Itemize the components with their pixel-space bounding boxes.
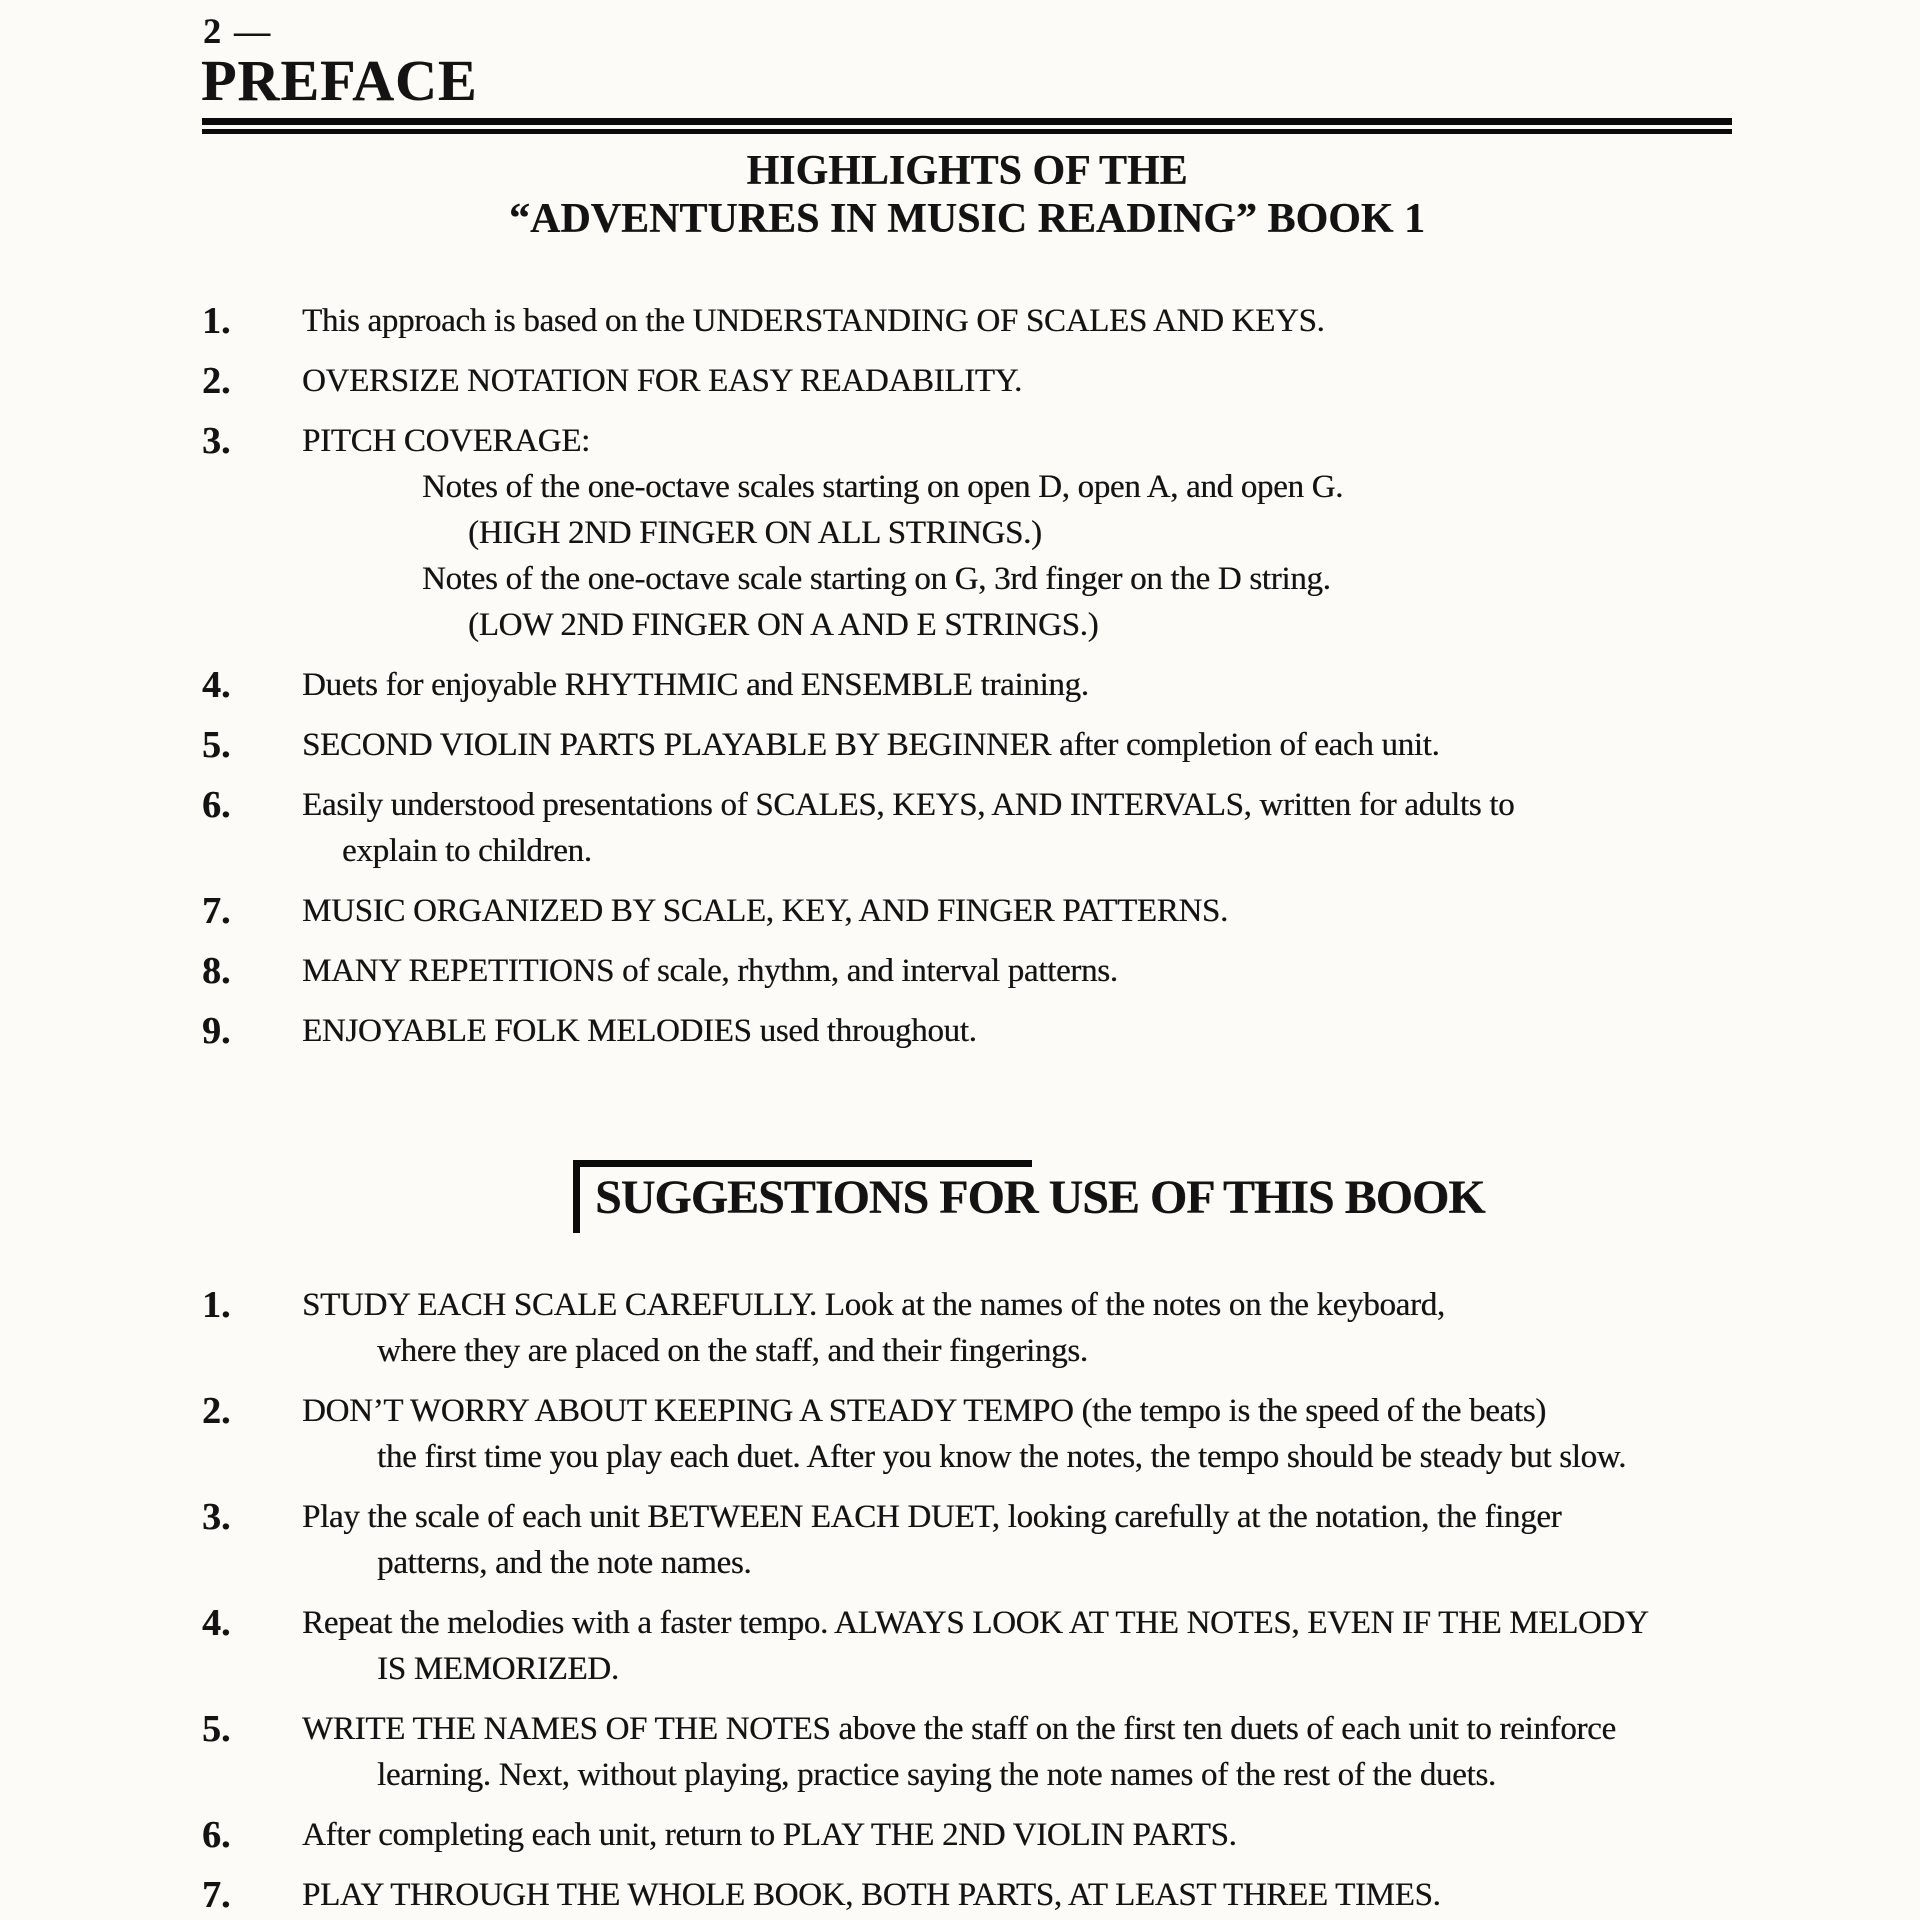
suggestions-box-left-rule [573, 1160, 580, 1233]
item-number: 9. [202, 1010, 231, 1052]
list-item [202, 948, 1762, 994]
item-line: patterns, and the note names. [377, 1545, 752, 1581]
item-number: 7. [202, 1874, 231, 1916]
list-item [202, 418, 1762, 648]
list-item [202, 1494, 1762, 1586]
item-line: After completing each unit, return to PLAY THE 2ND VIOLIN PARTS. [302, 1817, 1237, 1853]
item-text [302, 358, 1762, 404]
item-text [302, 722, 1762, 768]
item-text [302, 782, 1762, 874]
list-item [202, 782, 1762, 874]
suggestions-box-top-rule [573, 1160, 1032, 1167]
item-line: MUSIC ORGANIZED BY SCALE, KEY, AND FINGER PATTERNS. [302, 893, 1228, 929]
list-item [202, 1706, 1762, 1798]
item-line: where they are placed on the staff, and their fingerings. [377, 1333, 1088, 1369]
item-number: 1. [202, 1284, 231, 1326]
list-item [202, 1008, 1762, 1054]
item-text [302, 1282, 1762, 1374]
item-line: PLAY THROUGH THE WHOLE BOOK, BOTH PARTS, AT LEAST THREE TIMES. [302, 1877, 1441, 1913]
list-item [202, 662, 1762, 708]
item-line: OVERSIZE NOTATION FOR EASY READABILITY. [302, 363, 1022, 399]
list-item [202, 1282, 1762, 1374]
item-line: Notes of the one-octave scales starting on open D, open A, and open G. [422, 469, 1344, 505]
item-line: MANY REPETITIONS of scale, rhythm, and interval patterns. [302, 953, 1118, 989]
item-line: DON’T WORRY ABOUT KEEPING A STEADY TEMPO (the tempo is the speed of the beats) [302, 1393, 1546, 1429]
item-number: 2. [202, 1390, 231, 1432]
list-item [202, 298, 1762, 344]
item-number: 4. [202, 664, 231, 706]
item-line: (HIGH 2ND FINGER ON ALL STRINGS.) [468, 515, 1042, 551]
item-line: WRITE THE NAMES OF THE NOTES above the staff on the first ten duets of each unit to reinforce [302, 1711, 1616, 1747]
page-title: PREFACE [201, 48, 478, 113]
item-text [302, 1008, 1762, 1054]
item-text [302, 948, 1762, 994]
list-item [202, 722, 1762, 768]
item-line: Easily understood presentations of SCALES, KEYS, AND INTERVALS, written for adults to [302, 787, 1515, 823]
item-text [302, 1812, 1762, 1858]
list-item [202, 1872, 1762, 1918]
item-line: learning. Next, without playing, practice saying the note names of the rest of the duets. [377, 1757, 1496, 1793]
item-number: 1. [202, 300, 231, 342]
highlights-list [202, 298, 1762, 1068]
highlights-heading-line2: “ADVENTURES IN MUSIC READING” BOOK 1 [509, 196, 1425, 242]
item-line: SECOND VIOLIN PARTS PLAYABLE BY BEGINNER after completion of each unit. [302, 727, 1440, 763]
item-text [302, 418, 1762, 648]
item-text [302, 1494, 1762, 1586]
item-number: 6. [202, 784, 231, 826]
item-number: 7. [202, 890, 231, 932]
item-number: 5. [202, 724, 231, 766]
item-text [302, 298, 1762, 344]
list-item [202, 1812, 1762, 1858]
item-text [302, 1600, 1762, 1692]
suggestions-list [202, 1282, 1762, 1920]
item-line: Repeat the melodies with a faster tempo. ALWAYS LOOK AT THE NOTES, EVEN IF THE MELODY [302, 1605, 1649, 1641]
item-text [302, 1872, 1762, 1918]
title-divider-rule [202, 118, 1732, 134]
item-line: Notes of the one-octave scale starting on G, 3rd finger on the D string. [422, 561, 1331, 597]
item-text [302, 1388, 1762, 1480]
item-number: 4. [202, 1602, 231, 1644]
page-number: 2 — [203, 11, 272, 51]
list-item [202, 1388, 1762, 1480]
list-item [202, 1600, 1762, 1692]
item-line: STUDY EACH SCALE CAREFULLY. Look at the names of the notes on the keyboard, [302, 1287, 1445, 1323]
item-line: Play the scale of each unit BETWEEN EACH DUET, looking carefully at the notation, the finger [302, 1499, 1562, 1535]
item-number: 8. [202, 950, 231, 992]
item-line: This approach is based on the UNDERSTANDING OF SCALES AND KEYS. [302, 303, 1325, 339]
highlights-heading [202, 147, 1732, 243]
item-line: PITCH COVERAGE: [302, 423, 590, 459]
item-text [302, 888, 1762, 934]
item-number: 2. [202, 360, 231, 402]
item-text [302, 662, 1762, 708]
item-number: 6. [202, 1814, 231, 1856]
item-number: 3. [202, 1496, 231, 1538]
list-item [202, 888, 1762, 934]
item-line: IS MEMORIZED. [377, 1651, 619, 1687]
highlights-heading-line1: HIGHLIGHTS OF THE [746, 148, 1188, 194]
item-line: Duets for enjoyable RHYTHMIC and ENSEMBLE training. [302, 667, 1089, 703]
item-number: 5. [202, 1708, 231, 1750]
suggestions-heading: SUGGESTIONS FOR USE OF THIS BOOK [595, 1171, 1485, 1224]
item-line: ENJOYABLE FOLK MELODIES used throughout. [302, 1013, 977, 1049]
item-line: the first time you play each duet. After you know the notes, the tempo should be steady but slow. [377, 1439, 1627, 1475]
item-text [302, 1706, 1762, 1798]
item-line: (LOW 2ND FINGER ON A AND E STRINGS.) [468, 607, 1099, 643]
list-item [202, 358, 1762, 404]
item-number: 3. [202, 420, 231, 462]
item-line: explain to children. [342, 833, 592, 869]
